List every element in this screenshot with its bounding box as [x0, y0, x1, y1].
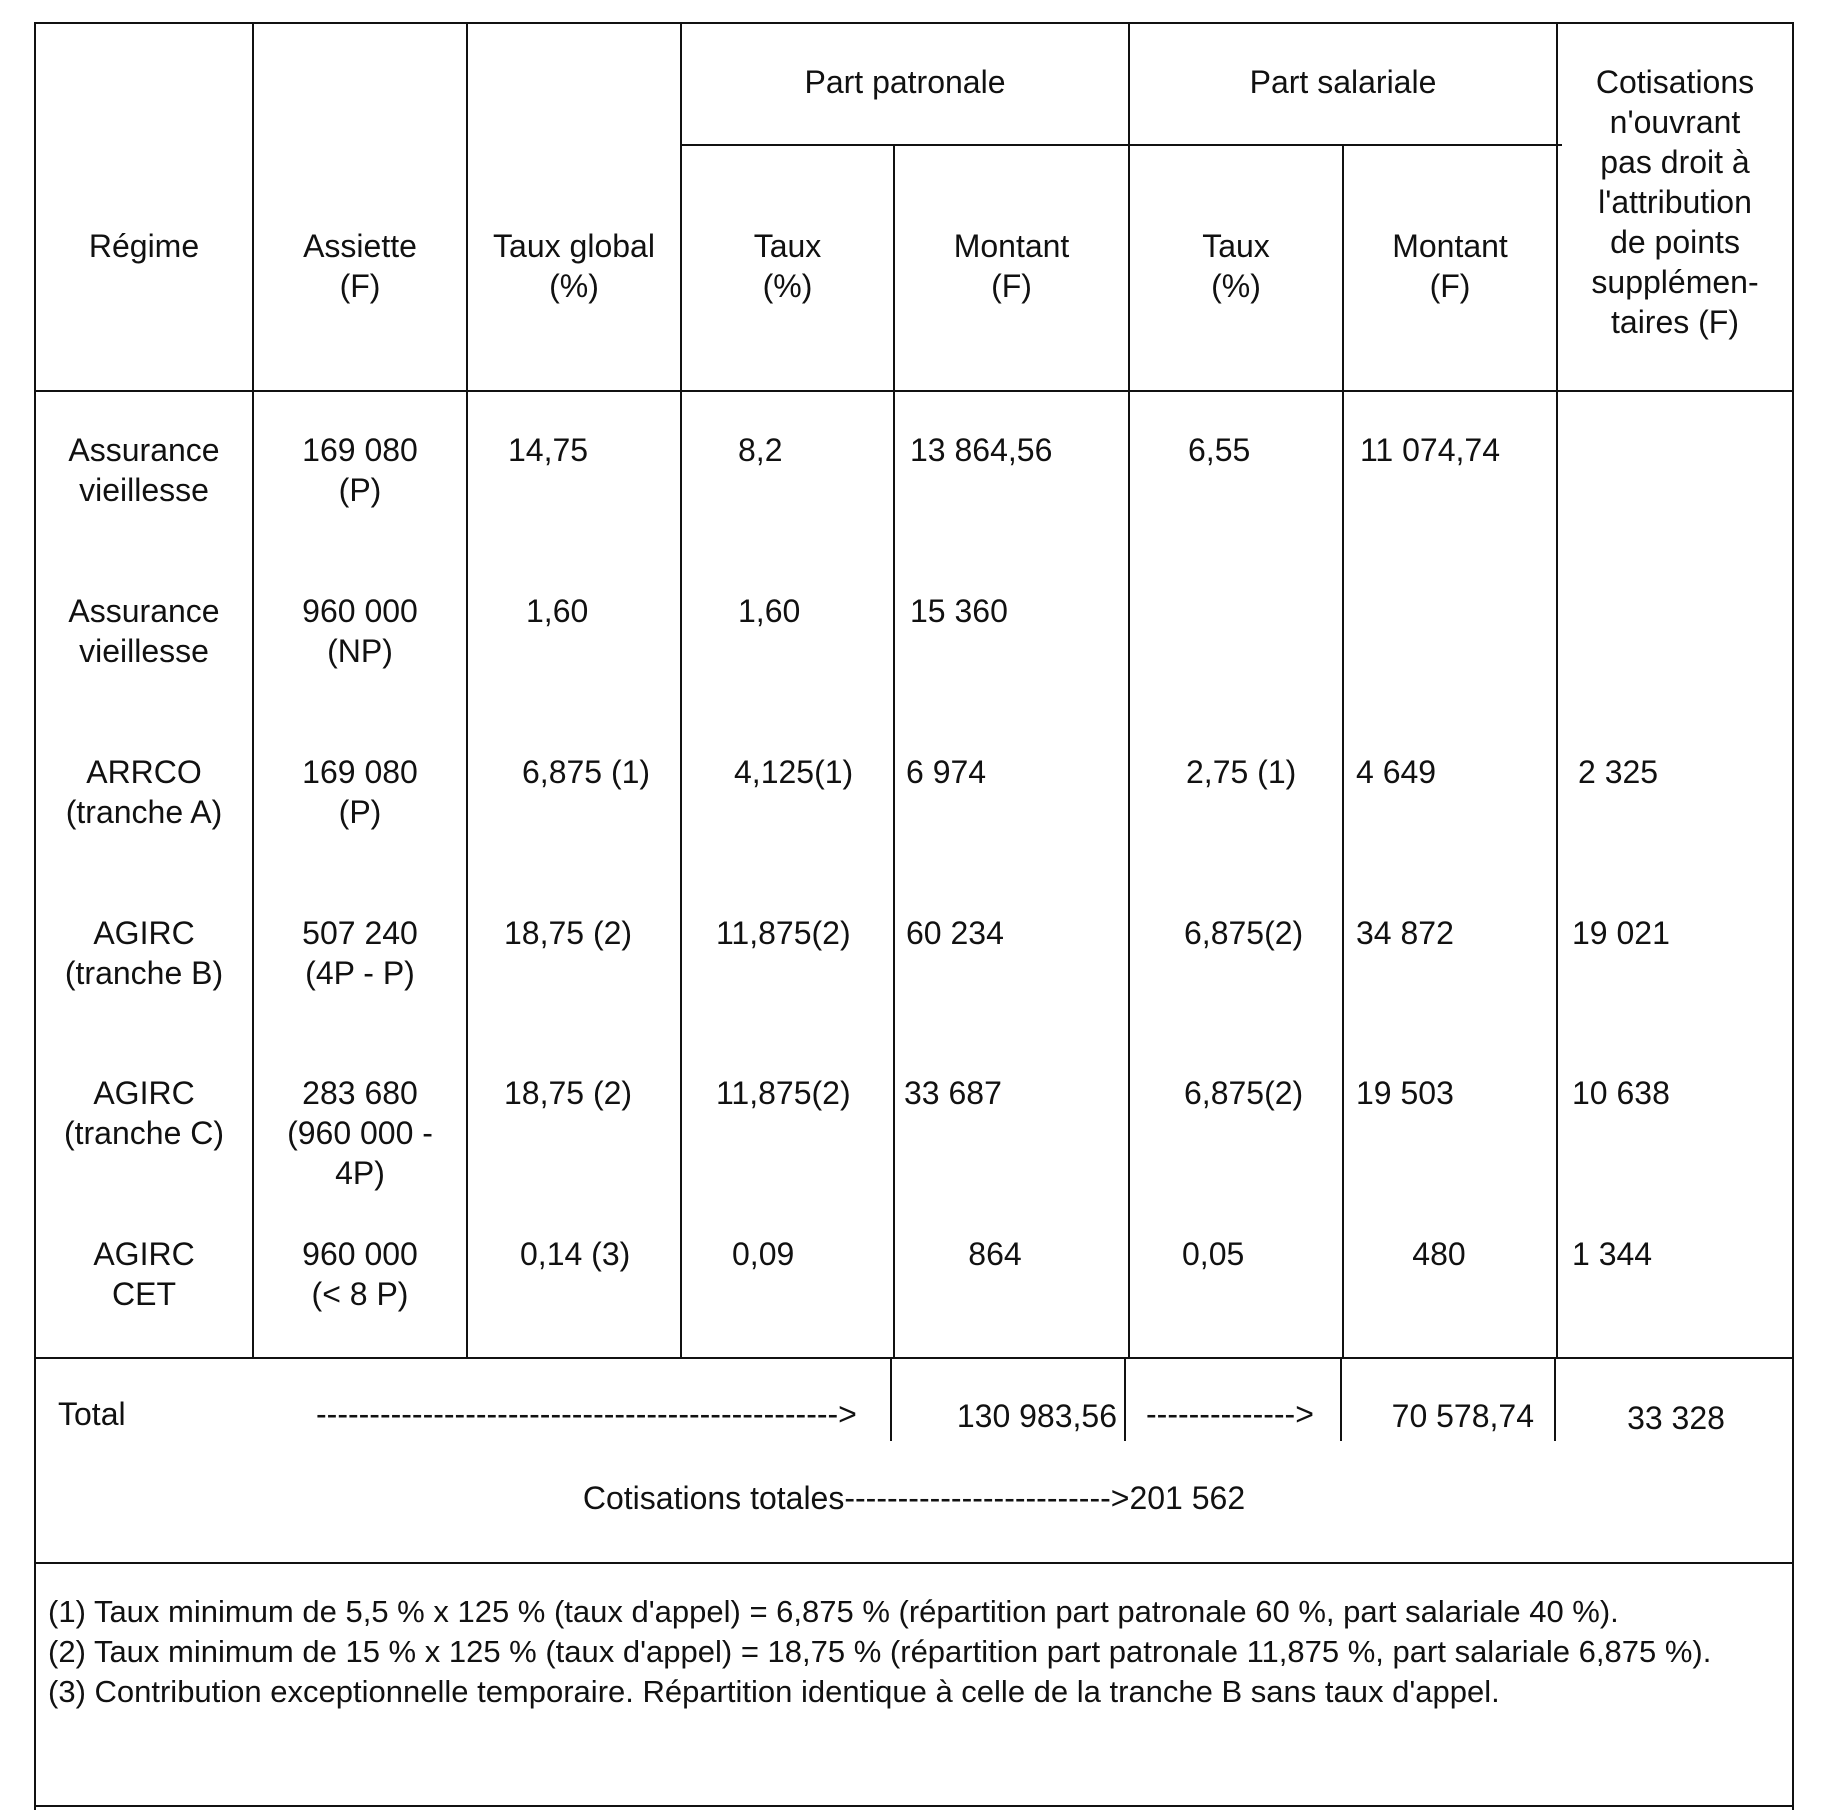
total-cotisations: 33 328 [1627, 1400, 1725, 1436]
total-ps-montant: 70 578,74 [1391, 1398, 1534, 1434]
pp-montant-cell: 15 360 [910, 593, 1008, 629]
total-rule-2 [1124, 1357, 1126, 1441]
rule-total-bottom [34, 1562, 1794, 1564]
pp-montant-cell: 13 864,56 [910, 432, 1053, 468]
taux-global-cell: 18,75 (2) [504, 1075, 633, 1111]
regime-cell: ARRCO (tranche A) [65, 754, 223, 830]
header-pp-taux: Taux (%) [753, 228, 822, 304]
footnote-2: (2) Taux minimum de 15 % x 125 % (taux d'appel) = 18,75 % (répartition part patronale 11,875 %, part salariale 6,875 %). [48, 1634, 1712, 1669]
ps-montant-cell: 480 [1412, 1236, 1466, 1272]
pp-taux-cell: 4,125(1) [734, 754, 854, 790]
regime-cell: AGIRC (tranche B) [64, 915, 224, 991]
taux-global-cell: 6,875 (1) [522, 754, 651, 790]
assiette-cell: 169 080 (P) [302, 754, 418, 830]
rule-bottom [34, 1805, 1794, 1807]
header-ps-taux: Taux (%) [1202, 228, 1270, 304]
total-arrow-salariale: --------------> [1146, 1396, 1314, 1432]
header-regime: Régime [88, 228, 200, 264]
ps-taux-cell: 6,875(2) [1184, 1075, 1304, 1111]
assiette-cell: 507 240 (4P - P) [302, 915, 418, 991]
header-part-salariale: Part salariale [1249, 64, 1437, 100]
col-rule-6 [1342, 144, 1344, 1357]
cotisations-cell: 1 344 [1572, 1236, 1653, 1272]
col-rule-3 [680, 22, 682, 1357]
regime-cell: AGIRC CET [93, 1236, 195, 1312]
cotisations-totales: Cotisations totales------------------------->201 562 [582, 1480, 1246, 1516]
header-assiette: Assiette (F) [303, 228, 417, 304]
footnote-3: (3) Contribution exceptionnelle temporaire. Répartition identique à celle de la tranche B sans taux d'appel. [48, 1674, 1500, 1709]
pp-taux-cell: 0,09 [732, 1236, 795, 1272]
pp-taux-cell: 8,2 [738, 432, 783, 468]
taux-global-cell: 18,75 (2) [504, 915, 633, 951]
total-rule-4 [1554, 1357, 1556, 1441]
footnote-1: (1) Taux minimum de 5,5 % x 125 % (taux d'appel) = 6,875 % (répartition part patronale 60 %, part salariale 40 %). [48, 1594, 1619, 1629]
rule-body-bottom [34, 1357, 1794, 1359]
ps-taux-cell: 6,55 [1188, 432, 1251, 468]
pp-montant-cell: 33 687 [904, 1075, 1002, 1111]
pp-montant-cell: 60 234 [906, 915, 1004, 951]
ps-montant-cell: 19 503 [1356, 1075, 1454, 1111]
taux-global-cell: 0,14 (3) [520, 1236, 631, 1272]
ps-taux-cell: 0,05 [1182, 1236, 1245, 1272]
cotisations-cell: 10 638 [1572, 1075, 1670, 1111]
ps-montant-cell: 11 074,74 [1360, 432, 1500, 468]
ps-montant-cell: 34 872 [1356, 915, 1454, 951]
assiette-cell: 283 680 (960 000 - 4P) [287, 1075, 433, 1191]
assiette-cell: 169 080 (P) [302, 432, 418, 508]
pp-montant-cell: 6 974 [906, 754, 987, 790]
total-rule-3 [1340, 1357, 1342, 1441]
col-rule-4 [893, 144, 895, 1357]
header-ps-montant: Montant (F) [1392, 228, 1508, 304]
ps-taux-cell: 6,875(2) [1184, 915, 1304, 951]
cotisations-cell: 2 325 [1578, 754, 1659, 790]
header-pp-montant: Montant (F) [953, 228, 1070, 304]
rule-header-bottom [34, 390, 1794, 392]
ps-taux-cell: 2,75 (1) [1186, 754, 1297, 790]
header-taux-global: Taux global (%) [493, 228, 655, 304]
rule-header-split [682, 144, 1562, 146]
taux-global-cell: 14,75 [508, 432, 589, 468]
pp-taux-cell: 11,875(2) [716, 915, 851, 951]
regime-cell: Assurance vieillesse [68, 432, 220, 508]
col-rule-5 [1128, 22, 1130, 1357]
pp-taux-cell: 1,60 [738, 593, 801, 629]
total-pp-montant: 130 983,56 [956, 1398, 1117, 1434]
cotisations-cell: 19 021 [1572, 915, 1670, 951]
header-part-patronale: Part patronale [804, 64, 1006, 100]
footnotes [48, 1592, 1776, 1712]
ps-montant-cell: 4 649 [1356, 754, 1437, 790]
total-label: Total [58, 1396, 126, 1432]
assiette-cell: 960 000 (NP) [302, 593, 418, 669]
pp-taux-cell: 11,875(2) [716, 1075, 851, 1111]
total-rule-1 [890, 1357, 892, 1441]
regime-cell: Assurance vieillesse [68, 593, 220, 669]
col-rule-2 [466, 22, 468, 1357]
taux-global-cell: 1,60 [526, 593, 589, 629]
pp-montant-cell: 864 [968, 1236, 1022, 1272]
total-arrow-patronale: -------------------------------------------------> [316, 1396, 857, 1432]
regime-cell: AGIRC (tranche C) [63, 1075, 225, 1151]
header-cotisations: Cotisations n'ouvrant pas droit à l'attribution de points supplémen- taires (F) [1591, 64, 1759, 340]
assiette-cell: 960 000 (< 8 P) [302, 1236, 418, 1312]
